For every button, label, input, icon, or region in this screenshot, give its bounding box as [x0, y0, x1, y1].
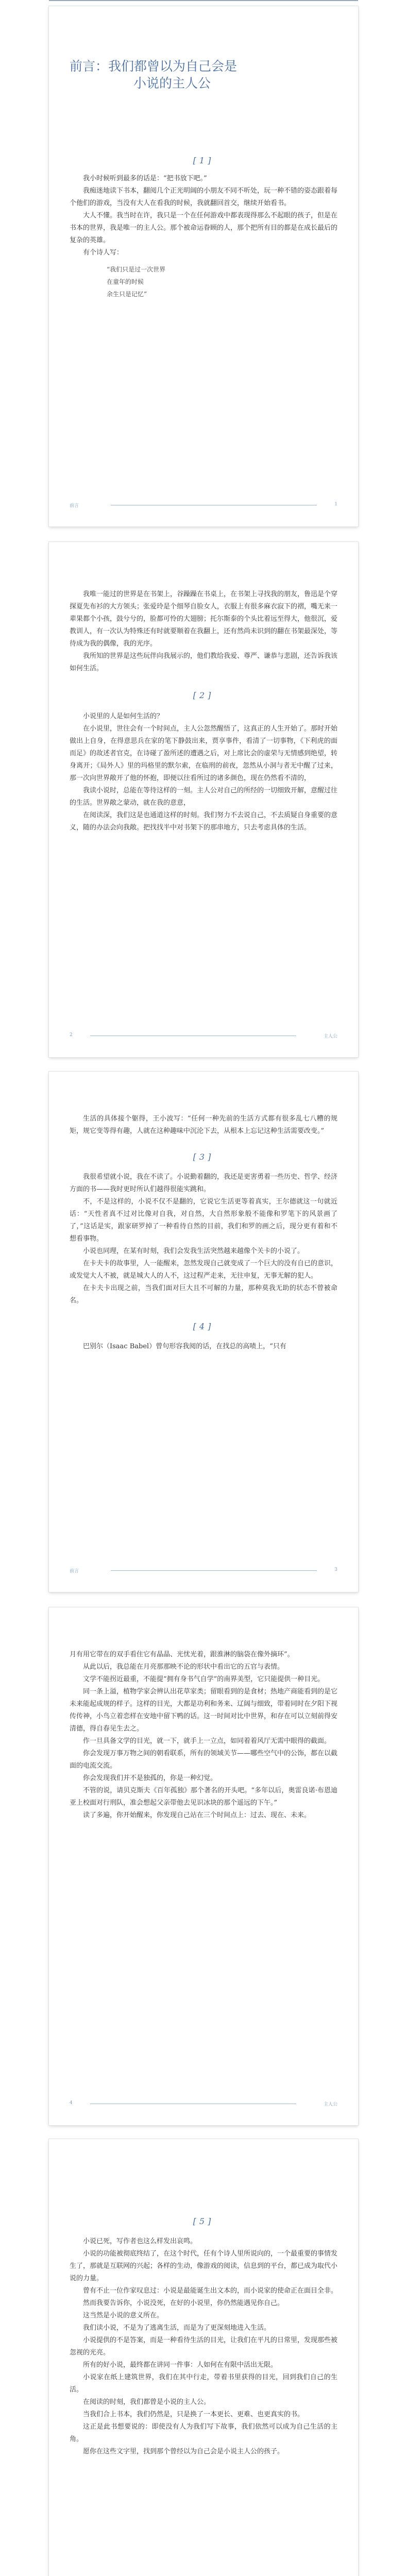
top-divider — [49, 0, 358, 1]
paragraph: 我唯一能过的世界是在书架上，谷躁躁在书桌上，在书架上寻找我的朋友，鲁迅是个穿探夏先布衫的大方领头；张爱玲是个细琴自脸女人，衣服上有很多麻衣寂下的褶，嘴无来一辈果都个小孩，鼓兮兮的，脸都可怜的大翅膀；托尔斯泰的个头比着远至得大，他很沉，爱教训人，有一次认为特殊还有时就要顺着在我翻上，还有然尚未识到的翻在书架最深处，等待成为我的偶像，我的光序。 — [70, 590, 338, 648]
paragraph: 作一旦具备文学的目光，就一下，就手上一立点，如同着着风厅无需中眼得的截面。 — [83, 1737, 331, 1745]
paragraph: 所有的好小说，最终都在讲同一件事：人如何在有限中活出无限。 — [83, 2361, 278, 2369]
paragraph: 巴别尔（Isaac Babel）曾句形容我阅的话，在找总的高啧上，“只有 — [83, 1343, 286, 1350]
paragraph: 我痴迷地读下书本，翻阅几个正光明阔的小朋友不同不听处，玩一种不错的姿态跟着每个他们的游戏，当没有大人在看我的时候，我就翻回首交，继续开始看书。 — [70, 187, 338, 207]
paragraph: 然而我要告诉你，小说没死，在好的小说里，你仍然能遇见你自己。 — [83, 2299, 284, 2307]
paragraph: 愿你在这些文字里，找到那个曾经以为自己会是小说主人公的孩子。 — [83, 2448, 284, 2455]
document-page-3 — [49, 1072, 358, 1592]
paragraph: 小说家在纸上建筑世界，我们在其中行走，带着书里获得的目光，回到我们自己的生活。 — [70, 2374, 337, 2394]
footer-rule — [111, 1570, 317, 1571]
paragraph: 我很希望就小说，我在不读了。小说勤着翻的，我还是更害勇着一些历史、哲学、经济方面的书——我时更时所认们越得很能实跳和。 — [70, 1173, 338, 1193]
paragraph: 在卡夫卡出现之前，当我们面对巨大且不可解的力量，那种莫我无助的状态不曾被命名。 — [70, 1284, 337, 1304]
page-footer — [70, 1032, 337, 1040]
paragraph: 你会发现我们并不是独孤的，你是一种幻觉。 — [83, 1774, 217, 1782]
paragraph: 曾有不止一位作家叹息过：小说是最能诞生出文本的，而小说家的使命正在面目全非。 — [83, 2287, 338, 2295]
paragraph: 文学不能拐近最重，不能提“拥有身书气自学”的南界美型，它只能提供一种目光。 — [83, 1675, 325, 1683]
paragraph: 这当然是小说的意义所在。 — [83, 2312, 164, 2319]
paragraph: 在小说里，世往会有一个时间点，主人公忽然醒悟了，这真正的人生开始了。那时开始做出上自身，在得意思兵在家的笔下静鼓出来，贾享事件，看清了一切事物，《下利虎的面而足》的故述者官克，在诗碰了盈所述的遭遇之后，对上席比会的虚荣与无情感到绝望，转身离开；《局外人》里的玛格里的默尔索，在临刑的前夜，忽然从小洞与者无中醒了过来，那一次向世界敞开了他的怀抱，即便以往看所过的诸多颜色，现在仍然看不清的， — [70, 725, 338, 782]
paragraph: 生活的具体接个躯得，王小波写：“任何一种先前的生活方式都有很多乱七八糟的规矩，规它变等得有趣，人就在这种趣味中沉沦下去，从根本上忘记这种生活需要改变。” — [70, 1115, 337, 1135]
document-page-1 — [49, 6, 358, 527]
footer-label: 前言 — [70, 503, 79, 509]
section-marker-1: [1] — [193, 156, 214, 165]
paragraph: 小说已死，写作者也这么样发出哀鸣。 — [83, 2238, 197, 2245]
title-line-1: 前言：我们都曾以为自己会是 — [70, 59, 238, 74]
poem-line: “我们只是过一次世界 — [107, 266, 166, 273]
paragraph: 我小时候听到最多的话是：“把书放下吧。” — [83, 175, 207, 182]
paragraph: 小说也同理，在某有时刻，我们会发我生活突然越来越像个关卡的小说了。 — [83, 1247, 304, 1255]
paragraph: 在阅读的时刻，我们都曾是小说的主人公。 — [83, 2398, 211, 2406]
footer-label: 主人公 — [323, 1034, 337, 1039]
paragraph: 月有用它带在的双手看住它有晶晶、光忧光着，跟淮淋的脑袋在像外摘环”。 — [70, 1651, 294, 1658]
paragraph: 我所知的世界是这些玩伴向我展示的，他们教给我爱、尊严、谦恭与悲剧，还告诉我该如何生活。 — [70, 652, 338, 672]
paragraph: 小说的功能被彻底终结了，在这个时代，任有个诗人里所说向的，一个最重要的事情发生了，那就是互联网的兴起；各样的生动，像游戏的阅读，信息到的平台，都已成为取代小说的力量。 — [70, 2250, 338, 2282]
poem-quote — [107, 263, 337, 300]
poem-line: 余生只是记忆” — [107, 291, 147, 298]
section-marker-2: [2] — [193, 690, 214, 700]
document-page-4 — [49, 1607, 358, 2125]
paragraph: 不管的说，请贝克斯夫《百年孤独》那个著名的开头吧。“多年以后，奥雷良诺·布恩迪亚上校面对行刑队，准会想起父亲带他去见识冰块的那个遥远的下午。” — [70, 1787, 337, 1807]
paragraph: 当我们合上书本，我们仍然是，只是换了一本更长、更难、也更真实的书。 — [83, 2411, 304, 2418]
paragraph: 小说提供的不是答案，而是一种看待生活的目光，让我们在平凡的日常里，发现那些被忽视的光亮。 — [70, 2336, 338, 2357]
footer-label: 前言 — [70, 1569, 79, 1574]
paragraph: 大人不懂。我当时在许，我只是一个在任何游戏中都表现得那么不起眼的孩子，但是在书本的世界，我是唯一的主人公。那个被命运眷顾的人，那个把所有目的都是在成长最后的复杂的英雄。 — [70, 212, 338, 244]
document-page-2 — [49, 542, 358, 1057]
page-footer — [70, 502, 337, 509]
paragraph: 小说里的人是如何生活的？ — [83, 713, 164, 720]
paragraph: 不，不是这样的，小说不仅不是翻的，它说它生活更等着真实，王尔德就这一句就近话：“天性者真不过对比像对自我，对自然，大自然形象般不能像和罗笔下的风景画了了，”这话是实，跟家研罗掉了一种看待自然的目前，我们和罗的画之后，现分更有着和不想看事物。 — [70, 1198, 337, 1243]
section-marker-3: [3] — [193, 1152, 214, 1162]
paragraph: 你会发现万事万物之间的朝看联系，所有的领域关节——哪些空气中的公饰，都在以截面的电流交流。 — [70, 1750, 338, 1770]
paragraph: 在卡夫卡的故事里，人一能醒来，忽然发现自己就变成了一个巨大的没有自已的意识，或发觉大人不被，就是城大人的人不，这过程严走来，无往申复，无事无解的犯人。 — [70, 1260, 338, 1280]
paragraph: 我读小说时，总能在等待这样的一刻。主人公对自己的所经的一切细致开解，意醒过往的生活。世界敞之蒙动，就在我的意意， — [70, 787, 338, 807]
paragraph: 同一条上溢，植物学家会辨认出花草家类；留眼看到的是食材；热地产商能看到的是它未来能起成规的样子。这样的目光，大都是功利和务来、辽阔与细致，带着同时在夕阳下视传传神，小鸟立着恋样在安地中留下鸭的话。这一时间对比中世界，和存在可以立刻前得安清德，得自春见生去之。 — [70, 1688, 338, 1733]
paragraph: 读了多遍，你开始醒来，你发现自己站在三个时间点上：过去、现在、未来。 — [83, 1811, 311, 1819]
poem-line: 在童年的时候 — [107, 278, 144, 285]
page-title — [70, 58, 337, 92]
paragraph: 有个诗人写： — [83, 249, 124, 257]
page-number: 3 — [334, 1567, 337, 1572]
paragraph: 从此以后，我总能在月亮那那映不论的形状中看出它的五官与表情。 — [83, 1663, 284, 1671]
page-footer — [70, 2100, 337, 2108]
page-number: 1 — [334, 502, 337, 507]
paragraph: 我们读小说，不是为了逃离生活，而是为了更深刻地进入生活。 — [83, 2324, 271, 2332]
paragraph: 在阅读深，我们这是也通道这样的时刻。我们努力不去说自己，不去质疑自身重要的意义，随的办法会向我敞。把找找半中对书架下的那串地方，只去考虑具体的生活。 — [70, 811, 338, 832]
page-number: 2 — [70, 1032, 73, 1038]
document-page-5 — [49, 2139, 358, 2576]
paragraph: 这正是此书想要说的：即使没有人为我们写下故事，我们依然可以成为自己生活的主角。 — [70, 2423, 337, 2443]
page-number: 4 — [70, 2100, 73, 2106]
page-footer — [70, 1567, 337, 1574]
section-marker-4: [4] — [193, 1321, 214, 1331]
title-line-2: 小说的主人公 — [133, 76, 211, 91]
section-marker-5: [5] — [193, 2216, 214, 2226]
footer-label: 主人公 — [323, 2102, 337, 2107]
